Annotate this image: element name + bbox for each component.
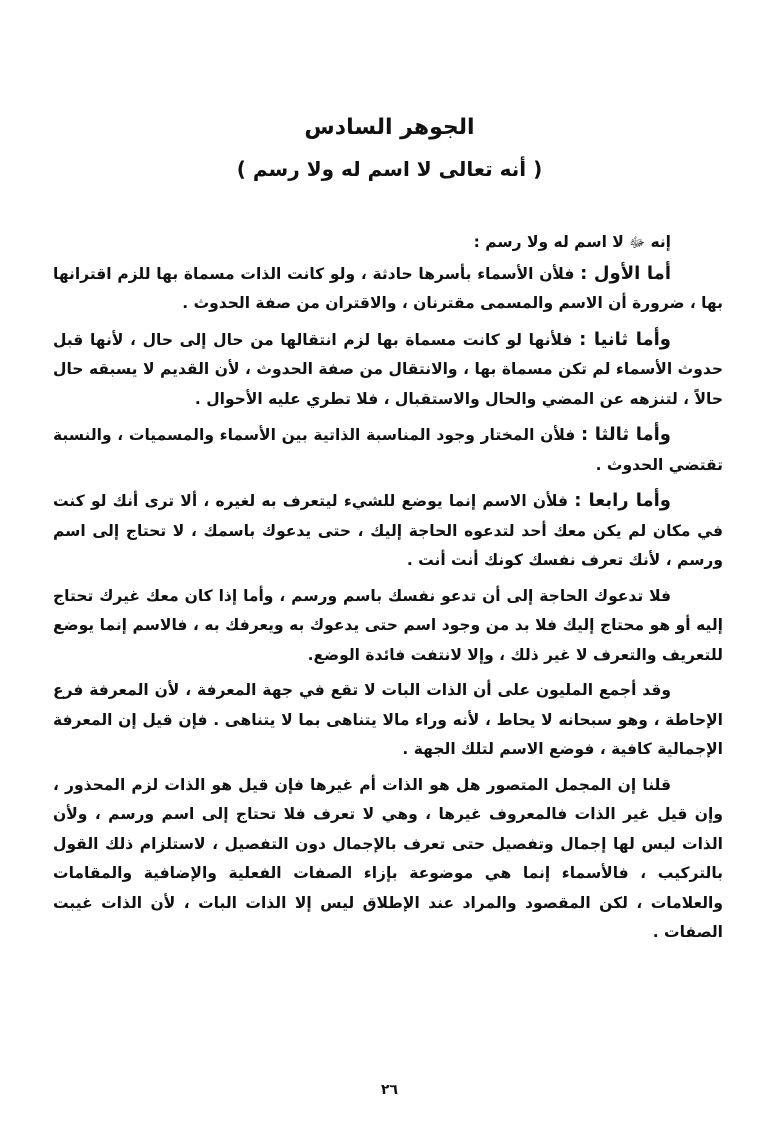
paragraph-text: فلأن المختار وجود المناسبة الذاتية بين الأسماء والمسميات ، والنسبة تقتضي الحدوث . <box>53 426 723 474</box>
chapter-heading <box>0 112 779 184</box>
body-text <box>53 228 723 954</box>
intro-line <box>53 228 723 259</box>
paragraph-fifth <box>53 582 723 671</box>
paragraph-second <box>53 325 723 415</box>
chapter-title: الجوهر السادس <box>304 115 475 140</box>
paragraph-lead: أما الأول : <box>580 262 671 284</box>
paragraph-lead: وأما ثانيا : <box>579 328 671 350</box>
paragraph-first <box>53 259 723 319</box>
intro-before: إنه <box>650 233 671 251</box>
paragraph-text: فلأن الأسماء بأسرها حادثة ، ولو كانت الذات مسماة بها للزم اقترانها بها ، ضرورة أن الاسم والمسمى مقترنان ، والاقتران من صفة الحدوث . <box>53 264 723 312</box>
paragraph-lead: وأما ثالثا : <box>580 424 671 445</box>
paragraph-sixth <box>53 676 723 765</box>
page-number: ٢٦ <box>380 1082 399 1098</box>
honorific-glyph: ﷻ <box>629 235 646 251</box>
paragraph-lead: وأما رابعا : <box>574 490 671 511</box>
paragraph-text: فلأن الاسم إنما يوضع للشيء ليتعرف به لغيره ، ألا ترى أنك لو كنت في مكان لم يكن معك أحد لتدعوه الحاجة إليك ، حتى يدعوك باسمك ، لا تحتاج إلى اسم ورسم ، لأنك تعرف نفسك كونك أنت أنت . <box>53 492 723 569</box>
paragraph-text: وقد أجمع المليون على أن الذات البات لا تقع في جهة المعرفة ، لأن المعرفة فرع الإحاطة ، وهو سبحانه لا يحاط ، لأنه وراء مالا يتناهى بما لا يتناهى . فإن قيل إن المعرفة الإجمالية كافية ، فوضع الاسم لتلك الجهة . <box>53 681 723 758</box>
intro-after: لا اسم له ولا رسم : <box>473 233 624 251</box>
paragraph-text: فلأنها لو كانت مسماة بها لزم انتقالها من حال إلى حال ، لأنها قبل حدوث الأسماء لم تكن مسماة بها ، والانتقال من صفة الحدوث ، لأن القديم لا يسبقه حال حالاً ، لتنزهه عن المضي والحال والاستقبال ، فلا تطري عليه الأحوال . <box>53 330 723 408</box>
paragraph-third <box>53 420 723 480</box>
paragraph-fourth <box>53 486 723 576</box>
paragraph-text: قلنا إن المجمل المتصور هل هو الذات أم غيرها فإن قيل هو الذات لزم المحذور ، وإن قيل غير الذات فالمعروف غيرها ، وهي لا تعرف فلا تحتاج إلى اسم ورسم ، ولأن الذات ليس لها إجمال وتفصيل حتى تعرف بالإجمال دون التفصيل ، لاستلزام ذلك القول بالتركيب ، فالأسماء إنما هي موضوعة بإزاء الصفات الفعلية والإضافية والمقامات والعلامات ، لكن المقصود والمراد عند الإطلاق ليس إلا الذات البات ، لأن الذات غيبت الصفات . <box>53 775 723 941</box>
chapter-subtitle: ( أنه تعالى لا اسم له ولا رسم ) <box>236 157 543 181</box>
paragraph-text: فلا تدعوك الحاجة إلى أن تدعو نفسك باسم ورسم ، وأما إذا كان معك غيرك تحتاج إليه أو هو محتاج إليك فلا بد من وجود اسم حتى يدعوك به ويعرفك به ، فالاسم إنما يوضع للتعريف والتعرف لا غير ذلك ، وإلا لانتفت فائدة الوضع. <box>53 586 723 664</box>
paragraph-seventh <box>53 771 723 948</box>
